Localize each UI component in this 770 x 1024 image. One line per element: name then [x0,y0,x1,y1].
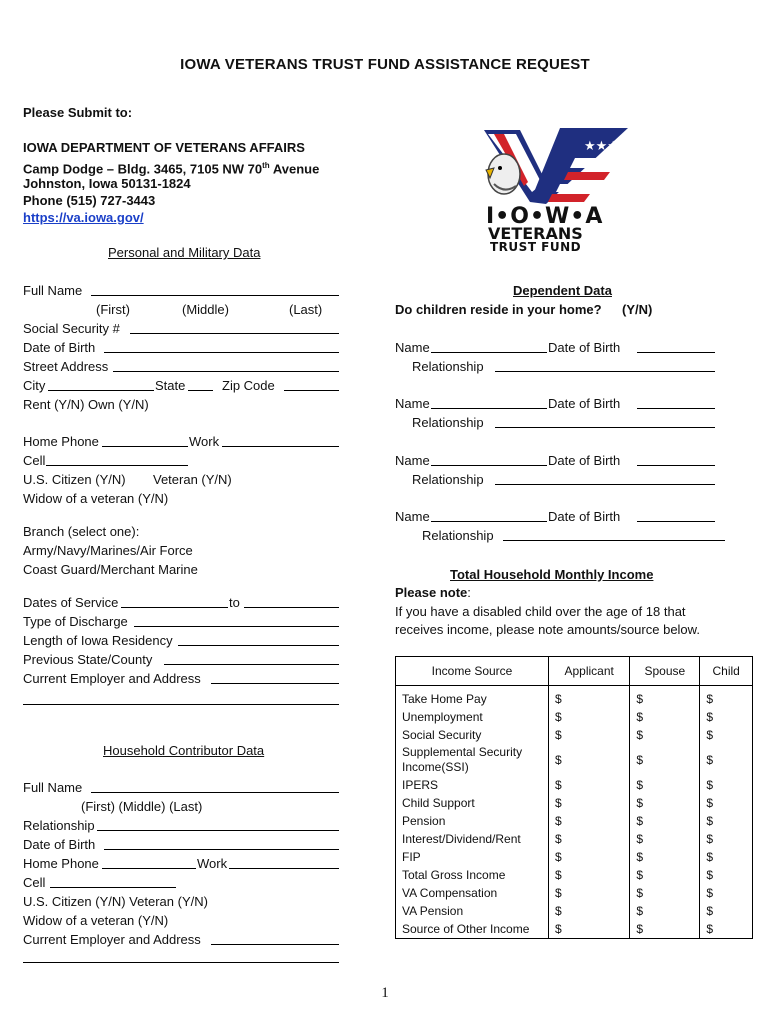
dependent-dob-line[interactable] [637,408,715,409]
col-spouse: Spouse [630,657,700,686]
income-source-cell: Interest/Dividend/Rent [396,830,549,848]
full-name-label: Full Name [23,283,83,298]
applicant-amount-cell[interactable]: $ [549,776,630,794]
discharge-label: Type of Discharge [23,614,128,629]
dependent-name-line[interactable] [431,465,547,466]
address-line-2: Johnston, Iowa 50131-1824 [23,176,191,191]
child-amount-cell[interactable]: $ [700,830,753,848]
dependent-dob-label: Date of Birth [548,396,621,411]
hh-full-name-line[interactable] [91,792,339,793]
income-row [396,848,753,866]
dependent-relationship-line[interactable] [495,427,715,428]
work-phone-line[interactable] [222,446,339,447]
dependent-name-line[interactable] [431,521,547,522]
hh-employer-label: Current Employer and Address [23,932,201,947]
spouse-amount-cell[interactable]: $ [630,866,700,884]
address-line-1 [23,158,319,177]
income-row [396,830,753,848]
city-line[interactable] [48,390,154,391]
col-applicant: Applicant [549,657,630,686]
form-title: IOWA VETERANS TRUST FUND ASSISTANCE REQUEST [180,56,590,73]
children-yn[interactable]: (Y/N) [622,302,653,317]
income-row [396,812,753,830]
please-note-colon: : [467,585,471,600]
branch-options-2[interactable]: Coast Guard/Merchant Marine [23,562,198,577]
income-source-cell: Unemployment [396,708,549,726]
child-amount-cell[interactable]: $ [700,726,753,744]
zip-label: Zip Code [222,378,275,393]
hh-cell-line[interactable] [50,887,176,888]
income-source-cell: VA Pension [396,902,549,920]
applicant-amount-cell[interactable]: $ [549,830,630,848]
submit-heading: Please Submit to: [23,105,133,120]
dependent-dob-label: Date of Birth [548,340,621,355]
applicant-amount-cell[interactable]: $ [549,920,630,939]
citizen-label[interactable]: U.S. Citizen (Y/N) [23,472,126,487]
applicant-amount-cell[interactable]: $ [549,794,630,812]
spouse-amount-cell[interactable]: $ [630,812,700,830]
dependent-relationship-label: Relationship [412,472,484,487]
dependent-relationship-label: Relationship [412,415,484,430]
service-end-line[interactable] [244,607,339,608]
hh-home-phone-label: Home Phone [23,856,99,871]
income-table [395,656,753,939]
child-amount-cell[interactable]: $ [700,848,753,866]
applicant-amount-cell[interactable]: $ [549,686,630,709]
income-source-cell: Pension [396,812,549,830]
logo-trust-fund: TRUST FUND [490,240,582,254]
dependent-name-label: Name [395,340,430,355]
website-url[interactable]: https://va.iowa.gov/ [23,210,144,225]
hh-name-parts: (First) (Middle) (Last) [81,799,203,814]
branch-options-1[interactable]: Army/Navy/Marines/Air Force [23,543,193,558]
income-source-cell: Total Gross Income [396,866,549,884]
personal-heading: Personal and Military Data [108,245,261,260]
spouse-amount-cell[interactable]: $ [630,686,700,709]
dependent-relationship-line[interactable] [503,540,725,541]
dependent-dob-line[interactable] [637,465,715,466]
ssn-line[interactable] [130,333,339,334]
income-header-row [396,657,753,686]
income-source-cell: VA Compensation [396,884,549,902]
household-heading: Household Contributor Data [103,743,265,758]
income-row [396,794,753,812]
income-row [396,708,753,726]
income-source-cell: Supplemental Security Income(SSI) [396,744,549,776]
child-amount-cell[interactable]: $ [700,744,753,776]
dob-label: Date of Birth [23,340,96,355]
dependent-relationship-line[interactable] [495,371,715,372]
child-amount-cell[interactable]: $ [700,776,753,794]
to-label: to [229,595,240,610]
dependent-name-line[interactable] [431,408,547,409]
col-income-source: Income Source [396,657,549,686]
page-number: 1 [381,985,389,1001]
street-line[interactable] [113,371,339,372]
dependent-dob-line[interactable] [637,352,715,353]
zip-line[interactable] [284,390,339,391]
hh-cell-label: Cell [23,875,46,890]
income-row [396,744,753,776]
income-source-cell: Child Support [396,794,549,812]
first-label: (First) [96,302,130,317]
hh-employer-line-2[interactable] [23,962,339,963]
dependent-relationship-line[interactable] [495,484,715,485]
income-row [396,902,753,920]
cell-label: Cell [23,453,46,468]
discharge-line[interactable] [134,626,339,627]
hh-employer-line[interactable] [211,944,339,945]
home-phone-line[interactable] [102,446,188,447]
spouse-amount-cell[interactable]: $ [630,776,700,794]
spouse-amount-cell[interactable]: $ [630,744,700,776]
website-link[interactable] [23,210,144,226]
street-label: Street Address [23,359,109,374]
applicant-amount-cell[interactable]: $ [549,848,630,866]
hh-dob-line[interactable] [104,849,339,850]
income-source-cell: FIP [396,848,549,866]
spouse-amount-cell[interactable]: $ [630,794,700,812]
child-amount-cell[interactable]: $ [700,884,753,902]
applicant-amount-cell[interactable]: $ [549,726,630,744]
hh-work-line[interactable] [229,868,339,869]
ssn-label: Social Security # [23,321,120,336]
income-row [396,686,753,709]
dob-line[interactable] [104,352,339,353]
income-heading: Total Household Monthly Income [450,567,654,582]
middle-label: (Middle) [182,302,229,317]
col-child: Child [700,657,753,686]
address-ordinal: th [262,161,270,170]
note-line-1: If you have a disabled child over the age of 18 that [395,604,686,619]
child-amount-cell[interactable]: $ [700,920,753,939]
hh-relationship-label: Relationship [23,818,95,833]
hh-home-phone-line[interactable] [102,868,196,869]
hh-full-name-label: Full Name [23,780,83,795]
residency-label: Length of Iowa Residency [23,633,173,648]
hh-dob-label: Date of Birth [23,837,96,852]
city-label: City [23,378,46,393]
applicant-amount-cell[interactable]: $ [549,708,630,726]
children-question: Do children reside in your home? [395,302,602,317]
employer-line[interactable] [211,683,339,684]
employer-line-2[interactable] [23,704,339,705]
spouse-amount-cell[interactable]: $ [630,848,700,866]
employer-label: Current Employer and Address [23,671,201,686]
child-amount-cell[interactable]: $ [700,866,753,884]
applicant-amount-cell[interactable]: $ [549,812,630,830]
income-body [396,686,753,939]
income-source-cell: IPERS [396,776,549,794]
spouse-amount-cell[interactable]: $ [630,902,700,920]
dependent-name-line[interactable] [431,352,547,353]
logo-veterans: VETERANS [488,224,583,243]
spouse-amount-cell[interactable]: $ [630,884,700,902]
address-line-1-end: Avenue [269,161,320,177]
please-note [395,585,471,601]
dependent-name-label: Name [395,509,430,524]
dependent-name-label: Name [395,453,430,468]
dependent-dob-label: Date of Birth [548,509,621,524]
applicant-amount-cell[interactable]: $ [549,866,630,884]
dates-service-label: Dates of Service [23,595,119,610]
spouse-amount-cell[interactable]: $ [630,726,700,744]
rent-own-label[interactable]: Rent (Y/N) Own (Y/N) [23,397,149,412]
service-start-line[interactable] [121,607,228,608]
dependent-relationship-label: Relationship [412,359,484,374]
org-name: IOWA DEPARTMENT OF VETERANS AFFAIRS [23,140,305,155]
hh-widow-label[interactable]: Widow of a veteran (Y/N) [23,913,169,928]
spouse-amount-cell[interactable]: $ [630,830,700,848]
child-amount-cell[interactable]: $ [700,708,753,726]
address-line-1-main: Camp Dodge – Bldg. 3465, 7105 NW 70 [23,161,263,177]
applicant-amount-cell[interactable]: $ [549,902,630,920]
child-amount-cell[interactable]: $ [700,902,753,920]
iowa-vtf-logo [480,124,632,254]
state-label: State [155,378,186,393]
state-line[interactable] [188,390,213,391]
dependent-heading: Dependent Data [513,283,612,298]
applicant-amount-cell[interactable]: $ [549,884,630,902]
income-row [396,776,753,794]
residency-line[interactable] [178,645,339,646]
income-source-cell: Social Security [396,726,549,744]
logo-iowa: I•O•W•A [486,204,604,229]
prev-state-label: Previous State/County [23,652,153,667]
dependent-name-label: Name [395,396,430,411]
income-source-cell: Take Home Pay [396,686,549,709]
prev-state-line[interactable] [164,664,339,665]
hh-work-label: Work [197,856,228,871]
hh-relationship-line[interactable] [97,830,339,831]
dependent-relationship-label: Relationship [422,528,494,543]
phone: Phone (515) 727-3443 [23,193,156,208]
please-note-label: Please note [395,585,468,600]
applicant-amount-cell[interactable]: $ [549,744,630,776]
child-amount-cell[interactable]: $ [700,686,753,709]
cell-line[interactable] [46,465,188,466]
spouse-amount-cell[interactable]: $ [630,708,700,726]
spouse-amount-cell[interactable]: $ [630,920,700,939]
dependent-dob-line[interactable] [637,521,715,522]
veteran-label[interactable]: Veteran (Y/N) [153,472,232,487]
dependent-dob-label: Date of Birth [548,453,621,468]
child-amount-cell[interactable]: $ [700,812,753,830]
income-row [396,920,753,939]
income-source-cell: Source of Other Income [396,920,549,939]
income-row [396,884,753,902]
income-row [396,726,753,744]
note-line-2: receives income, please note amounts/source below. [395,622,700,637]
income-row [396,866,753,884]
widow-label[interactable]: Widow of a veteran (Y/N) [23,491,169,506]
child-amount-cell[interactable]: $ [700,794,753,812]
last-label: (Last) [289,302,323,317]
home-phone-label: Home Phone [23,434,99,449]
svg-text:★★★: ★★★ [584,139,619,154]
full-name-line[interactable] [91,295,339,296]
work-label: Work [189,434,220,449]
hh-citizen-veteran[interactable]: U.S. Citizen (Y/N) Veteran (Y/N) [23,894,208,909]
branch-label: Branch (select one): [23,524,140,539]
